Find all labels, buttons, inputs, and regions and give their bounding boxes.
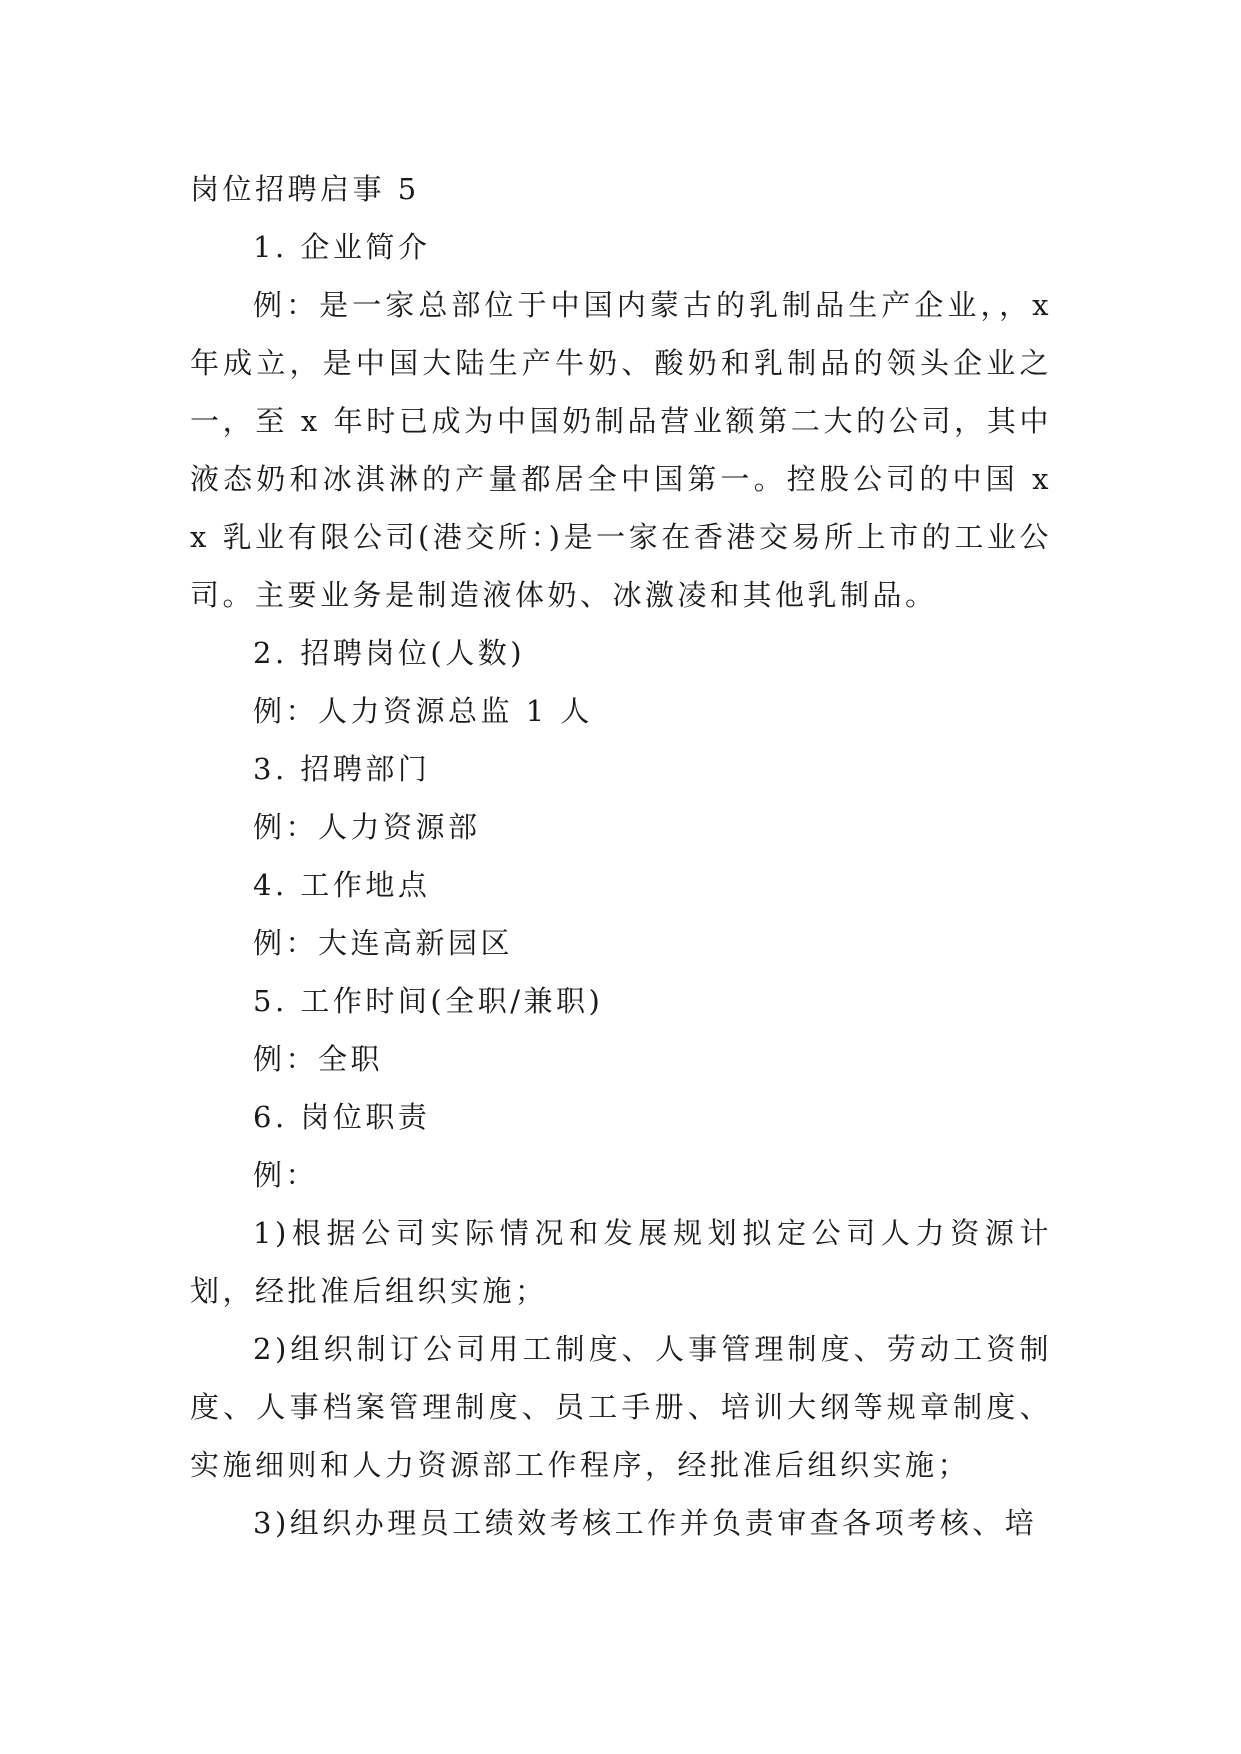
section-heading-company-intro: 1. 企业简介 — [253, 230, 431, 264]
work-time-example: 例：全职 — [253, 1042, 384, 1076]
section-heading-position: 2. 招聘岗位(人数) — [253, 636, 526, 670]
section-heading-duties: 6. 岗位职责 — [253, 1100, 431, 1134]
duty-item-1: 1)根据公司实际情况和发展规划拟定公司人力资源计划，经批准后组织实施； — [190, 1216, 1052, 1308]
document-title: 岗位招聘启事 5 — [190, 172, 420, 206]
duty-item-2: 2)组织制订公司用工制度、人事管理制度、劳动工资制度、人事档案管理制度、员工手册、培训大纲等规章制度、实施细则和人力资源部工作程序，经批准后组织实施； — [190, 1332, 1052, 1482]
duties-example-label: 例： — [253, 1158, 319, 1192]
section-heading-work-time: 5. 工作时间(全职/兼职) — [253, 984, 604, 1018]
position-example: 例：人力资源总监 1 人 — [253, 694, 593, 728]
location-example: 例：大连高新园区 — [253, 926, 514, 960]
section-heading-department: 3. 招聘部门 — [253, 752, 431, 786]
section-heading-location: 4. 工作地点 — [253, 868, 431, 902]
company-intro-paragraph: 例：是一家总部位于中国内蒙古的乳制品生产企业，，x 年成立，是中国大陆生产牛奶、酸奶和乳制品的领头企业之一，至 x 年时已成为中国奶制品营业额第二大的公司，其中液态奶和冰淇淋的产量都居全中国第一。控股公司的中国 xx 乳业有限公司(港交所：)是一家在香港交易所上市的工业公司。主要业务是制造液体奶、冰激凌和其他乳制品。 — [190, 288, 1052, 612]
department-example: 例：人力资源部 — [253, 810, 481, 844]
document-body — [190, 160, 1052, 1552]
duty-item-3: 3)组织办理员工绩效考核工作并负责审查各项考核、培 — [253, 1506, 1038, 1540]
